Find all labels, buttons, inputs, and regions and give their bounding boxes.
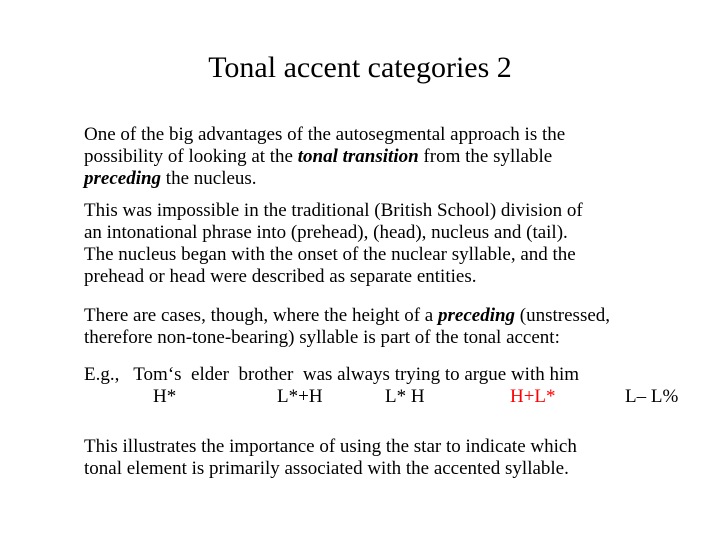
paragraph-british-school <box>84 200 704 288</box>
paragraph-cases <box>84 305 704 349</box>
text-line: an intonational phrase into (prehead), (head), nucleus and (tail). <box>84 222 568 243</box>
emphasis-preceding: preceding <box>84 168 162 189</box>
emphasis-tonal-transition: tonal transition <box>297 146 419 167</box>
text-run: the nucleus. <box>161 168 257 189</box>
text-line: This illustrates the importance of using the star to indicate which <box>84 436 577 457</box>
tone-label-highlighted: H+L* <box>510 386 556 407</box>
text-line: This was impossible in the traditional (British School) division of <box>84 200 583 221</box>
tone-label: L* H <box>385 386 425 407</box>
text-run: from the syllable <box>418 146 553 167</box>
paragraph-star <box>84 436 704 480</box>
text-line: One of the big advantages of the autosegmental approach is the <box>84 124 566 145</box>
text-line: prehead or head were described as separate entities. <box>84 266 477 287</box>
tone-label: L– L% <box>625 386 679 407</box>
emphasis-preceding: preceding <box>438 305 516 326</box>
tone-label: L*+H <box>277 386 323 407</box>
text-run: (unstressed, <box>515 305 611 326</box>
example-sentence: E.g., Tom‘s elder brother was always trying to argue with him <box>84 364 580 385</box>
text-line <box>84 305 704 327</box>
text-line: The nucleus began with the onset of the nuclear syllable, and the <box>84 244 576 265</box>
text-line <box>84 146 704 168</box>
slide-title: Tonal accent categories 2 <box>208 51 512 84</box>
text-line: tonal element is primarily associated with the accented syllable. <box>84 458 569 479</box>
paragraph-advantages <box>84 124 704 190</box>
text-run: possibility of looking at the <box>84 146 298 167</box>
text-run: There are cases, though, where the height of a <box>84 305 438 326</box>
text-line: therefore non-tone-bearing) syllable is part of the tonal accent: <box>84 327 560 348</box>
text-line <box>84 168 704 190</box>
tone-label: H* <box>153 386 177 407</box>
